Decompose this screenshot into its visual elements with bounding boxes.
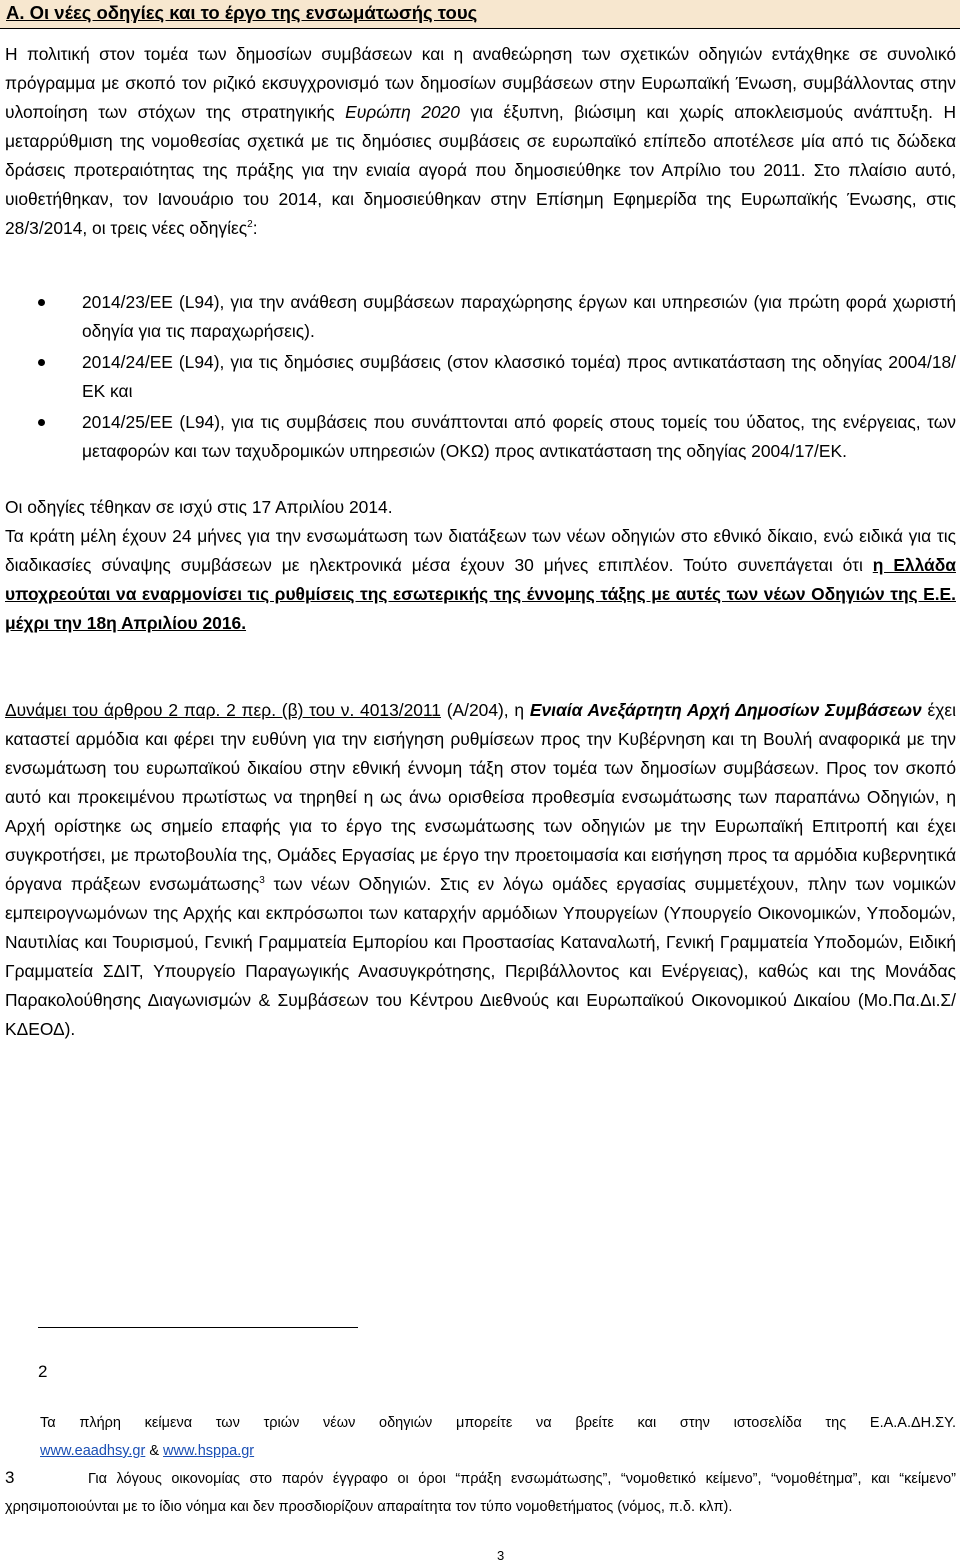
intro-text-c: : (252, 218, 258, 238)
bullet-icon (38, 359, 45, 366)
intro-text-b: για έξυπνη, βιώσιμη και χωρίς αποκλεισμούς ανάπτυξη. Η μεταρρύθμιση της νομοθεσίας σχετικά με τις δημόσιες συμβάσεις σε ευρωπαϊκό επίπεδο αποτέλεσε μία από τις δώδεκα δράσεις προτεραιότητας της πράξης για την ενιαία αγορά που δημοσιεύθηκε τον Απρίλιο του 2011. Στο πλαίσιο αυτό, υιοθετήθηκαν, τον Ιανουάριο του 2014, και δημοσιεύθηκαν στην Επίσημη Εφημερίδα της Ευρωπαϊκής Ένωσης, στις 28/3/2014, οι τρεις νέες οδηγίες (5, 102, 957, 238)
list-item (5, 408, 956, 466)
authority-name: Ενιαία Ανεξάρτητη Αρχή Δημοσίων Συμβάσεων (529, 700, 922, 720)
europe-2020-term: Ευρώπη 2020 (345, 102, 460, 122)
bullet-icon (38, 299, 45, 306)
authority-text-c: έχει καταστεί αρμόδια και φέρει την ευθύνη για την εισήγηση ρυθμίσεων προς την Κυβέρνηση και τη Βουλή αναφορικά με την ενσωμάτωση του ευρωπαϊκού δικαίου στην εθνική έννομη τάξη στον τομέα των δημοσίων συμβάσεων. Προς τον σκοπό αυτό και προκειμένου πρωτίστως να τηρηθεί η ως άνω ορισθείσα προθεσμία ενσωμάτωσης των παραπάνω Οδηγιών, η Αρχή ορίστηκε ως σημείο επαφής για το έργο της ενσωμάτωσης των οδηγιών με την Ευρωπαϊκή Επιτροπή και έχει συγκροτήσει, με πρωτοβουλία της, Ομάδες Εργασίας με έργο την προετοιμασία και εισήγηση προς τα αρμόδια κυβερνητικά όργανα πράξεων ενσωμάτωσης (5, 700, 956, 894)
eaadhsy-link[interactable]: www.eaadhsy.gr (40, 1443, 146, 1459)
intro-text-a: Η πολιτική στον τομέα των δημοσίων συμβάσεων και η αναθεώρηση των σχετικών οδηγιών εντάχθηκε σε συνολικό πρόγραμμα με σκοπό τον ριζικό εκσυγχρονισμό των δημοσίων συμβάσεων στην Ευρωπαϊκή Ένωση, συμβάλλοντας στην υλοποίηση των στόχων της στρατηγικής (5, 44, 956, 122)
section-heading: A. Οι νέες οδηγίες και το έργο της ενσωμάτωσής τους (6, 2, 478, 23)
footnote-separator (38, 1327, 358, 1328)
footnote-ref-3[interactable]: 3 (259, 875, 265, 886)
footnote-ref-2[interactable]: 2 (247, 219, 253, 230)
section-heading-bar (0, 0, 960, 29)
authority-text-b: (Α/204), η (440, 700, 530, 720)
footnote-2-number: 2 (38, 1362, 48, 1381)
deadline-text: Τα κράτη μέλη έχουν 24 μήνες για την ενσωμάτωση των διατάξεων των νέων οδηγιών στο εθνικό δίκαιο, ενώ ειδικά για τις διαδικασίες σύναψης συμβάσεων με ηλεκτρονικά μέσα έχουν 30 μήνες επιπλέον. Τούτο συνεπάγεται ότι (5, 526, 956, 575)
list-item (5, 288, 956, 346)
intro-paragraph (5, 40, 956, 243)
authority-text-d: των νέων Οδηγιών. Στις εν λόγω ομάδες εργασίας συμμετέχουν, πλην των νομικών εμπειρογνωμόνων της Αρχής και εκπρόσωποι των καταρχήν αρμόδιων Υπουργείων (Υπουργείο Οικονομικών, Υποδομών, Ναυτιλίας και Τουρισμού, Γενική Γραμματεία Εμπορίου και Προστασίας Καταναλωτή, Γενική Γραμματεία Υποδομών, Ειδική Γραμματεία ΣΔΙΤ, Υπουργείο Παραγωγικής Ανασυγκρότησης, Περιβάλλοντος και Ενέργειας), καθώς και της Μονάδας Παρακολούθησης Διαγωνισμών & Συμβάσεων του Κέντρου Διεθνούς και Ευρωπαϊκού Οικονομικού Δικαίου (Μο.Πα.Δι.Σ/ΚΔΕΟΔ). (5, 874, 956, 1039)
bullet-icon (38, 419, 45, 426)
footnote-3-number: 3 (5, 1468, 15, 1487)
footnote-2-links (40, 1437, 254, 1465)
directive-2014-23: 2014/23/ΕΕ (L94), για την ανάθεση συμβάσεων παραχώρησης έργων και υπηρεσιών (για πρώτη φορά χωριστή οδηγία για τις παραχωρήσεις). (82, 292, 956, 341)
footnote-2-text: Τα πλήρη κείμενα των τριών νέων οδηγιών μπορείτε να βρείτε και στην ιστοσελίδα της Ε.Α.Α.ΔΗ.ΣΥ. (40, 1415, 956, 1431)
directives-list (5, 288, 956, 468)
deadline-emphasis: η Ελλάδα υποχρεούται να εναρμονίσει τις ρυθμίσεις της εσωτερικής της έννομης τάξης με αυτές των νέων Οδηγιών της Ε.Ε. μέχρι την 18η Απριλίου 2016. (5, 555, 956, 633)
directive-2014-25: 2014/25/ΕΕ (L94), για τις συμβάσεις που συνάπτονται από φορείς στους τομείς του ύδατος, της ενέργειας, των μεταφορών και των ταχυδρομικών υπηρεσιών (ΟΚΩ) προς αντικατάσταση της οδηγίας 2004/17/ΕΚ. (82, 412, 956, 461)
footnote-3-text: Για λόγους οικονομίας στο παρόν έγγραφο οι όροι “πράξη ενσωμάτωσης”, “νομοθετικό κείμενο”, “νομοθέτημα”, και “κείμενο” χρησιμοποιούνται με το ίδιο νόημα και δεν προσδιορίζουν απαραίτητα τον τύπο νομοθετήματος (νόμος, π.δ. κλπ). (5, 1471, 956, 1515)
entry-into-force-paragraph (5, 493, 956, 522)
directive-2014-24: 2014/24/ΕΕ (L94), για τις δημόσιες συμβάσεις (στον κλασσικό τομέα) προς αντικατάσταση της οδηγίας 2004/18/ΕΚ και (82, 352, 956, 401)
transposition-deadline-paragraph (5, 522, 956, 638)
link-separator: & (145, 1443, 164, 1459)
authority-paragraph (5, 696, 956, 1044)
page-number: 3 (497, 1548, 505, 1563)
list-item (5, 348, 956, 406)
hsppa-link[interactable]: www.hsppa.gr (163, 1443, 255, 1459)
entry-into-force-text: Οι οδηγίες τέθηκαν σε ισχύ στις 17 Απριλίου 2014. (5, 497, 393, 517)
legal-basis-text: Δυνάμει του άρθρου 2 παρ. 2 περ. (β) του ν. 4013/2011 (5, 700, 441, 720)
